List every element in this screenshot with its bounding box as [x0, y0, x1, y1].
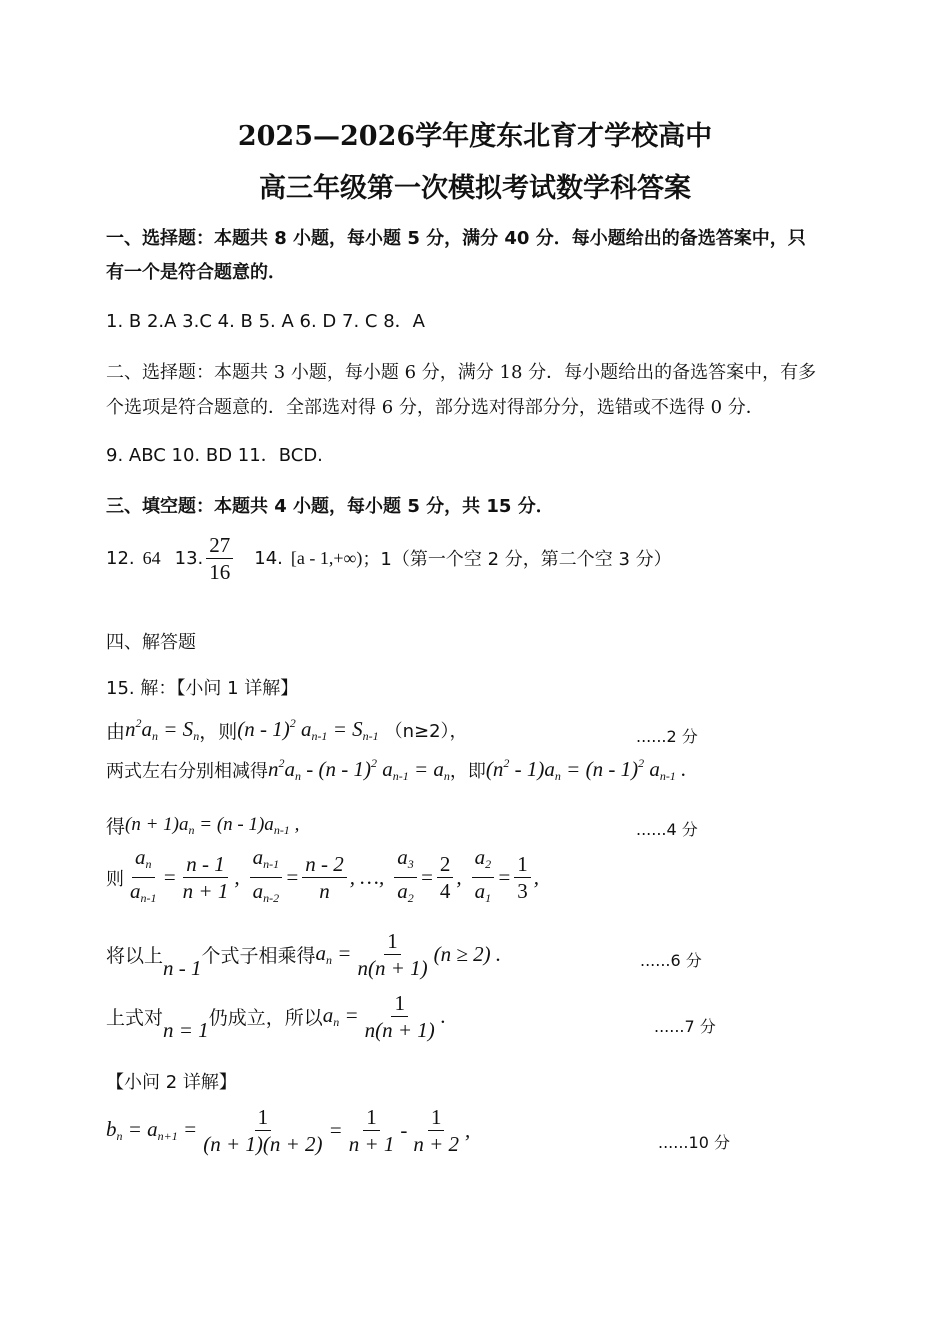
- section3-header: 三、填空题：本题共 4 小题，每小题 5 分，共 15 分．: [106, 496, 554, 517]
- l6-score: ......7 分: [654, 1017, 716, 1036]
- ratio-2-rhs: $\frac{n - 2}{n}$: [302, 851, 347, 904]
- solution-line-2: [106, 756, 686, 784]
- section1-header-line1: 一、选择题：本题共 8 小题，每小题 5 分，满分 40 分．每小题给出的备选答案中，只: [106, 228, 806, 249]
- ratio-3-lhs: $\frac{a_3}{a_2}$: [394, 844, 417, 911]
- q12-value: 64: [142, 547, 161, 568]
- l2-pre: 两式左右分别相减得: [106, 761, 268, 782]
- l1-mid: ，则: [199, 720, 238, 743]
- l1-formula-a: $n^2a_n = S_n$: [125, 716, 200, 743]
- ratio-3-rhs: $\frac{2}{4}$: [437, 851, 454, 904]
- solution-line-1: [106, 716, 468, 744]
- l1-formula-b: (n - 1)$^2$ $a_{n-1} = S_{n-1}$: [237, 716, 379, 743]
- q12-label: 12.: [106, 547, 135, 569]
- l5-formula: $a_n$ =: [315, 941, 352, 967]
- q14-label: 14.: [254, 547, 283, 569]
- q13-fraction: [206, 532, 233, 585]
- l7-fraction-3: $\frac{1}{n + 2}$: [413, 1105, 460, 1156]
- q13-label: 13.: [174, 547, 204, 569]
- section2-answers: 9. ABC 10. BD 11．BCD.: [106, 445, 323, 466]
- l6-formula: $a_n$ =: [322, 1003, 359, 1029]
- l5-score: ......6 分: [640, 951, 702, 970]
- solution-line-6: 上式对 n = 1 仍成立，所以 $a_n$ = $\frac{1}{n(n + 1)}$ .: [106, 991, 447, 1042]
- title-line-1: 2025—2026学年度东北育才学校高中: [237, 121, 713, 152]
- section2-header-line1: 二、选择题：本题共 3 小题，每小题 6 分，满分 18 分．每小题给出的备选答案中，有多: [106, 362, 817, 383]
- ratio-4-lhs: $\frac{a_2}{a_1}$: [472, 844, 495, 911]
- l7-score: ......10 分: [658, 1133, 730, 1152]
- ratio-1-rhs: $\frac{n - 1}{n + 1}$: [182, 852, 229, 903]
- section3-answers: [106, 528, 672, 588]
- l5-count: n - 1: [163, 956, 202, 980]
- l5-pre: 将以上: [106, 945, 164, 967]
- solution-line-4: 则 $\frac{a_n}{a_{n-1}}$ = $\frac{n - 1}{n + 1}$ , $\frac{a_{n-1}}{a_{n-2}}$ = $\frac{n - 2}{n}$ , …, $\frac{a_3}{a_2}$ = $\frac{2}{4}$ , $\frac{a_2}{a_1}$ = $\frac{1}{3}$ ,: [106, 844, 539, 911]
- solution-line-7: $b_n = a_{n+1}$ = $\frac{1}{(n + 1)(n + 2)}$ = $\frac{1}{n + 1}$ - $\frac{1}{n + 2}$ ,: [106, 1105, 471, 1156]
- part2-label: 【小问 2 详解】: [106, 1072, 237, 1093]
- l5-cond: (n ≥ 2) .: [433, 942, 502, 966]
- l3-score: ......4 分: [636, 820, 698, 839]
- q13-numerator: 27: [206, 532, 233, 559]
- l4-pre: 则: [106, 868, 124, 890]
- section1-header-line2: 有一个是符合题意的．: [106, 262, 286, 283]
- l1-score: ......2 分: [636, 727, 698, 746]
- section1-answers: 1. B 2.A 3.C 4. B 5. A 6. D 7. C 8．A: [106, 311, 425, 332]
- l6-pre: 上式对: [106, 1007, 164, 1029]
- l7-formula: $b_n = a_{n+1}$ =: [106, 1117, 198, 1143]
- l7-fraction-1: $\frac{1}{(n + 1)(n + 2)}$: [203, 1105, 323, 1156]
- solution-line-3: [106, 812, 299, 839]
- l1-cond: （n≥2），: [384, 721, 468, 742]
- l7-fraction-2: $\frac{1}{n + 1}$: [348, 1105, 395, 1156]
- l6-fraction: $\frac{1}{n(n + 1)}$: [364, 991, 435, 1042]
- ratio-4-rhs: $\frac{1}{3}$: [514, 851, 531, 904]
- l2-formula-b: $(n^2 - 1)a_n = (n - 1)^2$ $a_{n-1}$ .: [485, 756, 687, 783]
- l2-formula-a: $n^2a_n - (n - 1)^2$ $a_{n-1} = a_n$: [268, 756, 450, 783]
- q14-value: [a - 1,+∞): [290, 547, 363, 568]
- solution-line-5: [106, 928, 501, 981]
- l5-mid: 个式子相乘得: [201, 945, 316, 967]
- title-line-2: 高三年级第一次模拟考试数学科答案: [259, 173, 691, 204]
- l2-mid: ，即: [449, 761, 486, 782]
- ratio-1-lhs: $\frac{a_n}{a_{n-1}}$: [130, 845, 157, 905]
- ratio-2-lhs: $\frac{a_{n-1}}{a_{n-2}}$: [250, 844, 283, 911]
- l3-pre: 得: [106, 816, 126, 838]
- q15-label: 15. 解：【小问 1 详解】: [106, 678, 299, 699]
- l1-pre: 由: [106, 720, 126, 743]
- l6-mid: 仍成立，所以: [208, 1007, 323, 1029]
- section4-header: 四、解答题: [106, 632, 196, 653]
- l3-formula: $(n + 1)a_n = (n - 1)a_{n-1}$ ,: [125, 813, 300, 837]
- q14-rest: ；1（第一个空 2 分，第二个空 3 分）: [362, 549, 672, 570]
- l5-fraction: $\frac{1}{n(n + 1)}$: [357, 929, 428, 980]
- section2-header-line2: 个选项是符合题意的．全部选对得 6 分，部分选对得部分分，选错或不选得 0 分．: [106, 397, 764, 418]
- q13-denominator: 16: [209, 559, 231, 584]
- l6-cond: n = 1: [163, 1018, 209, 1042]
